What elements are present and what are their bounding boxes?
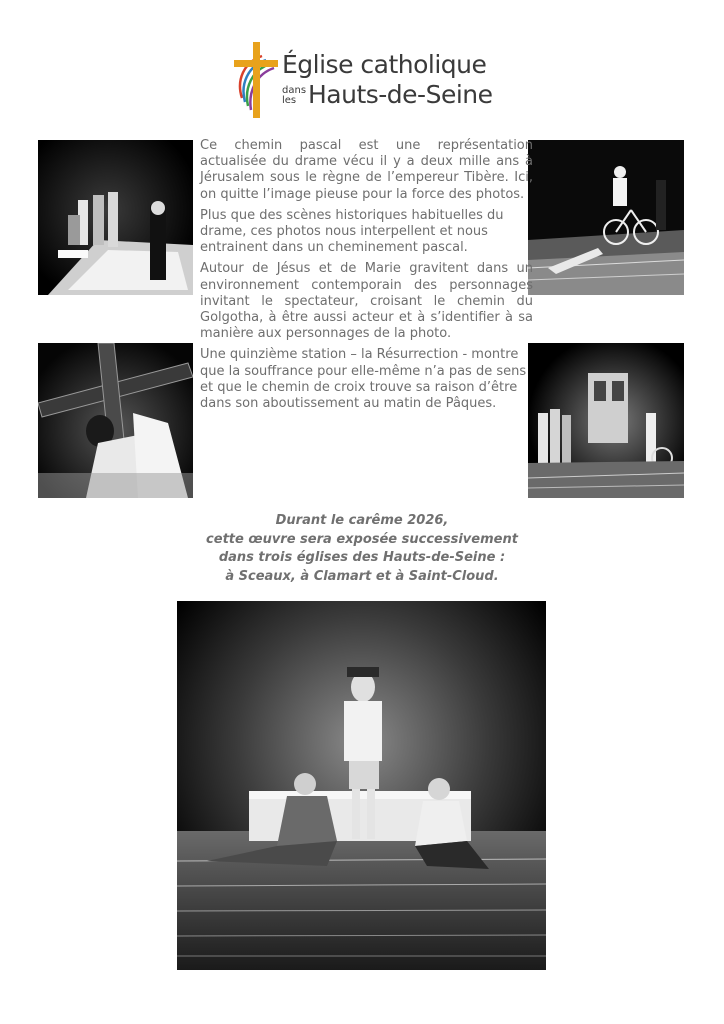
logo-title-line2: Hauts-de-Seine [308,80,493,109]
paragraph-1: Ce chemin pascal est une représentation actualisée du drame vécu il y a deux mille ans à Jérusalem sous le règne de l’empereur Tibère. Ici, on quitte l’image pieuse pour la force des photos. [200,138,533,202]
note-line-2: cette œuvre sera exposée successivement [206,531,518,547]
note-line-3: dans trois églises des Hauts-de-Seine : [218,550,506,565]
paragraph-3: Autour de Jésus et de Marie gravitent dans un environnement contemporain des personnages invitant le spectateur, croisant le chemin du Golgotha, à être aussi acteur et à s’identifier à sa manière aux personnages de la photo. [200,261,533,342]
note-line-4: à Sceaux, à Clamart et à Saint-Cloud. [225,568,499,584]
photo-station-street-scene [528,343,684,498]
logo-small-top: dans [282,85,307,96]
paragraph-4: Une quinzième station – la Résurrection - montre que la souffrance pour elle-même n’a pas de sens et que le chemin de croix trouve sa raison d’être dans son aboutissement au matin de Pâques. [200,347,527,412]
photo-station-group-steps [38,140,193,295]
exhibition-note [180,512,544,586]
photo-resurrection [177,601,546,970]
logo-small-bottom: les [282,95,297,106]
paragraph-2: Plus que des scènes historiques habituelles du drame, ces photos nous interpellent et nous entrainent dans un cheminement pascal. [200,207,504,256]
note-line-1: Durant le carême 2026, [275,513,449,528]
logo-title-line1: Église catholique [282,50,487,79]
diocese-logo [232,40,497,120]
intro-text [200,138,533,417]
logo-small-text [282,86,306,106]
cross-logo-icon [232,40,284,120]
photo-station-carrying-cross [38,343,193,498]
photo-station-bicycle [528,140,684,295]
